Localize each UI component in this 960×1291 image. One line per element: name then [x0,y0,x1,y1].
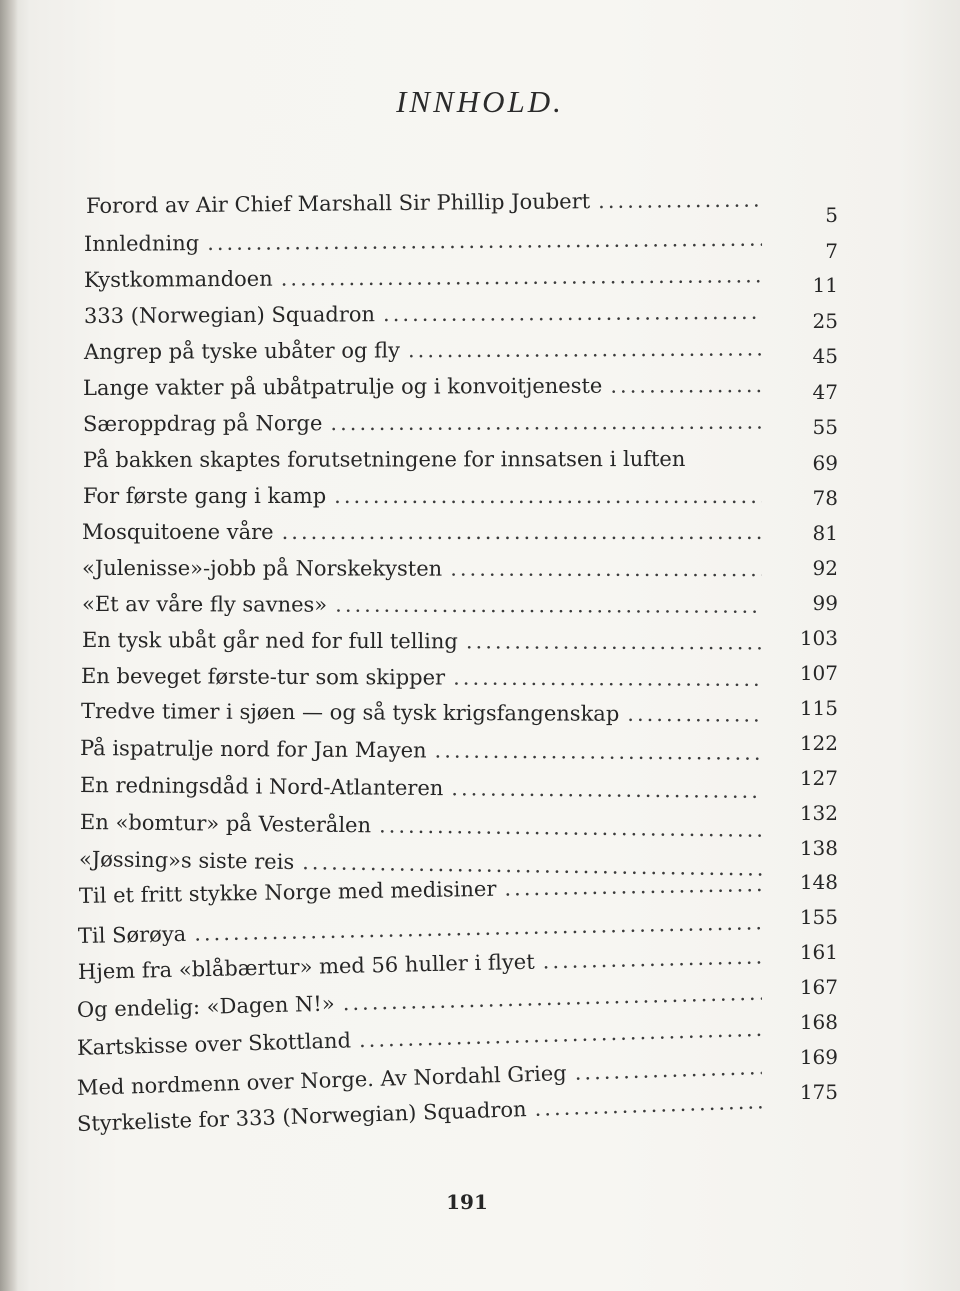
toc-entry-title: En redningsdåd i Nord-Atlanteren [79,773,444,801]
toc-page-number: 122 [799,731,838,755]
toc-entry-title: «Et av våre fly savnes» [81,592,328,617]
toc-page-number: 132 [799,801,838,825]
toc-page-number: 138 [799,836,838,860]
toc-leader [453,666,762,691]
toc-entry [83,410,766,436]
toc-page-number: 5 [825,203,838,227]
toc-leader [574,1055,762,1085]
toc-entry-title: «Jøssing»s siste reis [78,847,295,875]
toc-page-number: 115 [799,696,838,720]
toc-entry-title: En beveget første-tur som skipper [80,664,446,690]
toc-entry-title: Forord av Air Chief Marshall Sir Phillip Joubert [85,189,591,218]
toc-leader [335,593,762,618]
toc-entry [80,773,766,803]
toc-entry-title: Kystkommandoen [83,266,273,292]
toc-page-number: 107 [799,661,838,685]
toc-page-number: 78 [812,486,838,510]
toc-entry-title: Innledning [83,231,200,256]
toc-entry [78,944,766,984]
toc-leader [194,910,762,945]
toc-entry [84,336,766,364]
toc-leader [282,520,762,544]
toc-page-number: 99 [812,591,838,615]
toc-leader [610,373,762,398]
toc-entry [84,300,766,328]
toc-page-number: 55 [812,415,838,439]
toc-entry [77,1017,766,1060]
toc-entry-title: Angrep på tyske ubåter og fly [83,338,401,364]
toc-leader [330,410,762,436]
toc-page-number: 81 [812,521,838,545]
toc-page-number: 92 [812,556,838,580]
toc-leader [379,813,762,841]
toc-page-number: 127 [799,766,838,790]
toc-leader [542,944,762,973]
toc-entry [84,263,766,292]
toc-page-number: 161 [799,940,838,964]
toc-page-number: 7 [825,239,838,263]
toc-entry-title: Lange vakter på ubåtpatrulje og i konvoitjeneste [82,373,603,400]
toc-page-number: 175 [799,1080,838,1104]
toc-entry-title: Mosquitoene våre [82,520,274,544]
toc-entry-title: Og endelig: «Dagen N!» [76,991,335,1022]
toc-entry [82,628,766,654]
toc-entry-title: Styrkeliste for 333 (Norwegian) Squadron [76,1097,527,1136]
toc-entry [83,373,766,400]
toc-leader [207,227,762,255]
toc-entry-title: En «bomtur» på Vesterålen [79,810,372,838]
toc-leader [504,872,762,900]
toc-page-number: 168 [799,1010,838,1034]
toc-entry [80,736,766,765]
toc-entry-title: Til et fritt stykke Norge med medisiner [78,876,497,908]
toc-entry [79,872,766,908]
toc-entry-title: På bakken skaptes forutsetningene for innsatsen i luften [82,446,686,472]
toc-entry [78,910,766,948]
toc-leader [534,1089,762,1121]
toc-leader [598,188,762,214]
toc-leader [342,981,762,1016]
toc-entry [84,227,766,256]
toc-entry [83,484,766,508]
toc-entry-title: En tysk ubåt går ned for full telling [81,628,458,654]
toc-page-number: 45 [812,344,838,368]
toc-leader [408,336,762,362]
toc-leader [466,629,762,654]
toc-entry [82,520,766,544]
toc-entry-title: Med nordmenn over Norge. Av Nordahl Grieg [76,1061,568,1100]
toc-entry [82,556,766,581]
toc-page-number: 155 [799,905,838,929]
toc-page-number: 169 [799,1045,838,1069]
page-title: INNHOLD. [396,84,564,119]
toc-leader [383,300,762,326]
toc-entry [81,699,766,727]
toc-page-number: 103 [799,626,838,650]
toc-leader [450,557,762,582]
toc-entry-title: Hjem fra «blåbærtur» med 56 huller i flyet [77,949,535,984]
toc-leader [334,484,762,508]
toc-page-number: 148 [799,870,838,894]
toc-page-number: 47 [812,380,838,404]
toc-entry [83,447,776,472]
toc-leader [435,738,763,764]
toc-entry [80,810,766,842]
toc-entry-title: «Julenisse»-jobb på Norskekysten [81,556,443,581]
toc-leader [627,702,762,727]
toc-entry [81,664,766,691]
toc-leader [281,263,762,290]
toc-entry-title: For første gang i kamp [83,484,327,508]
toc-entry-title: Tredve timer i sjøen — og så tysk krigsfangenskap [80,699,620,726]
toc-entry [82,592,766,618]
toc-page-number: 11 [812,273,838,297]
toc-entry [77,981,766,1022]
toc-entry-title: Til Sørøya [77,921,187,948]
toc-leader [451,776,762,803]
toc-page-number: 25 [812,309,838,333]
toc-entry-title: Særoppdrag på Norge [82,411,323,436]
toc-entry [86,187,766,218]
toc-entry-title: 333 (Norwegian) Squadron [83,302,376,328]
toc-leader [359,1017,762,1052]
page-number-footer: 191 [446,1190,488,1214]
toc-entry-title: Kartskisse over Skottland [76,1028,352,1060]
toc-entry-title: På ispatrulje nord for Jan Mayen [79,736,427,763]
toc-page-number: 167 [799,975,838,999]
toc-page-number: 69 [812,451,838,475]
